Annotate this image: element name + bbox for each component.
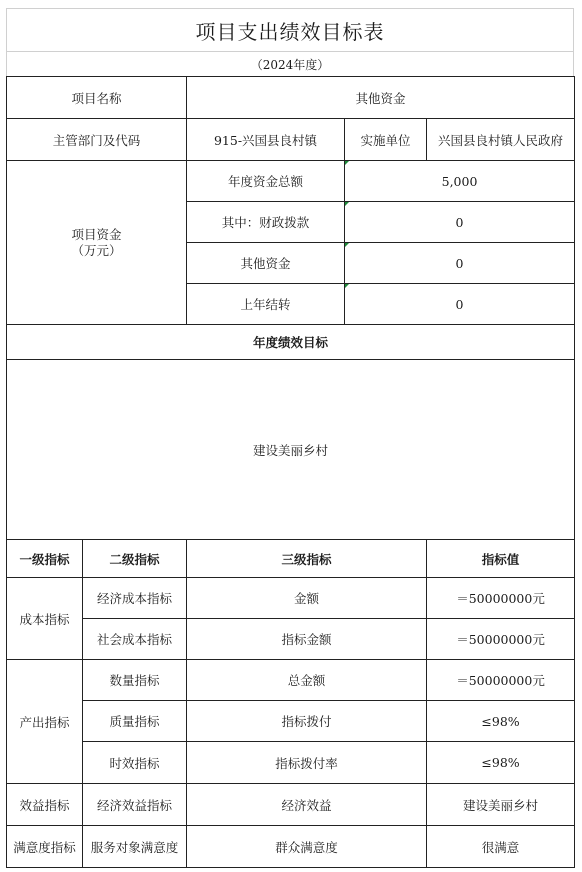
level3-cell: 总金额	[187, 660, 427, 701]
fund-label: 其他资金	[187, 243, 345, 284]
indicator-row	[7, 578, 575, 619]
fund-row	[7, 161, 575, 202]
indicator-value: ＝50000000元	[427, 578, 575, 619]
level3-cell: 指标拨付	[187, 701, 427, 742]
implementing-unit-label: 实施单位	[345, 119, 427, 161]
indicator-value: ＝50000000元	[427, 660, 575, 701]
indicator-value: ≤98%	[427, 742, 575, 784]
indicator-value: ≤98%	[427, 701, 575, 742]
annual-goal-header-row	[7, 325, 575, 360]
level2-cell: 服务对象满意度	[83, 826, 187, 868]
department-value: 915-兴国县良村镇	[187, 119, 345, 161]
project-fund-label-line2: （万元）	[71, 242, 122, 258]
level1-output: 产出指标	[7, 660, 83, 784]
department-label: 主管部门及代码	[7, 119, 187, 161]
level1-benefit: 效益指标	[7, 784, 83, 826]
project-fund-label	[7, 161, 187, 325]
level1-cost: 成本指标	[7, 578, 83, 660]
indicator-value: 建设美丽乡村	[427, 784, 575, 826]
level3-cell: 指标金额	[187, 619, 427, 660]
level2-cell: 经济成本指标	[83, 578, 187, 619]
fund-value: 0	[345, 284, 575, 325]
fund-value: 0	[345, 243, 575, 284]
level2-cell: 经济效益指标	[83, 784, 187, 826]
indicator-row	[7, 742, 575, 784]
indicator-row	[7, 619, 575, 660]
level2-cell: 社会成本指标	[83, 619, 187, 660]
header-level2: 二级指标	[83, 540, 187, 578]
fund-value: 5,000	[345, 161, 575, 202]
level2-cell: 时效指标	[83, 742, 187, 784]
level2-cell: 质量指标	[83, 701, 187, 742]
indicator-row	[7, 701, 575, 742]
header-level1: 一级指标	[7, 540, 83, 578]
indicator-row	[7, 826, 575, 868]
level2-cell: 数量指标	[83, 660, 187, 701]
header-level3: 三级指标	[187, 540, 427, 578]
level3-cell: 群众满意度	[187, 826, 427, 868]
level3-cell: 金额	[187, 578, 427, 619]
fund-label: 其中：财政拨款	[187, 202, 345, 243]
header-value: 指标值	[427, 540, 575, 578]
sheet-title: 项目支出绩效目标表	[6, 8, 574, 52]
goal-table	[6, 76, 575, 868]
department-row	[7, 119, 575, 161]
level3-cell: 指标拨付率	[187, 742, 427, 784]
indicator-row	[7, 660, 575, 701]
annual-goal-content: 建设美丽乡村	[7, 360, 575, 540]
performance-goal-sheet	[6, 8, 574, 864]
level1-satisfaction: 满意度指标	[7, 826, 83, 868]
fund-value: 0	[345, 202, 575, 243]
level3-cell: 经济效益	[187, 784, 427, 826]
indicator-value: ＝50000000元	[427, 619, 575, 660]
project-fund-label-line1: 项目资金	[71, 226, 122, 242]
indicator-header-row	[7, 540, 575, 578]
indicator-row	[7, 784, 575, 826]
fund-label: 年度资金总额	[187, 161, 345, 202]
sheet-year: （2024年度）	[6, 52, 574, 76]
fund-label: 上年结转	[187, 284, 345, 325]
annual-goal-content-row	[7, 360, 575, 540]
indicator-value: 很满意	[427, 826, 575, 868]
project-name-label: 项目名称	[7, 77, 187, 119]
implementing-unit-value: 兴国县良村镇人民政府	[427, 119, 575, 161]
project-name-row	[7, 77, 575, 119]
project-name-value: 其他资金	[187, 77, 575, 119]
annual-goal-header: 年度绩效目标	[7, 325, 575, 360]
